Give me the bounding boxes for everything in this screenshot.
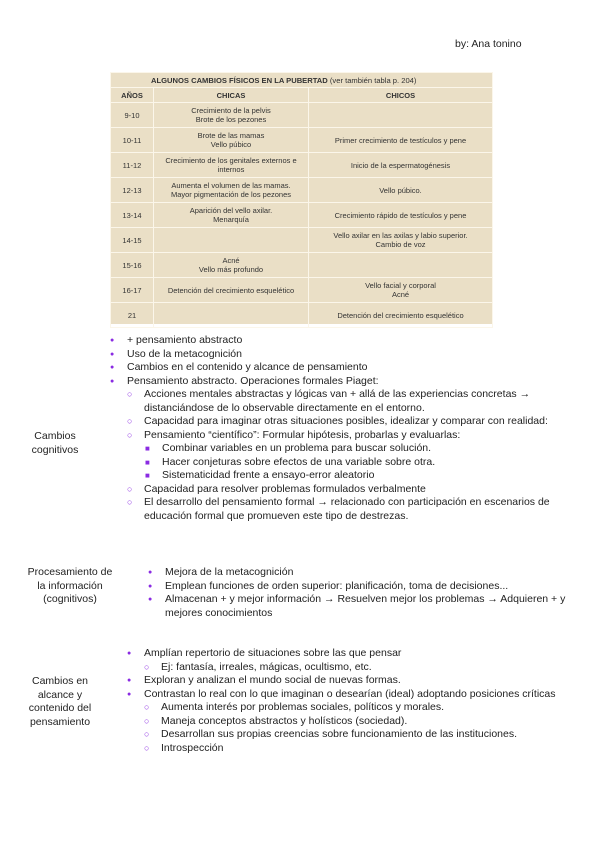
col-header-girls: CHICAS	[154, 88, 309, 103]
table-cell-age: 9-10	[111, 103, 154, 128]
table-cell-boys	[309, 253, 493, 278]
sub-item: ○ Introspección	[144, 742, 557, 756]
table-cell-girls: Acné Vello más profundo	[154, 253, 309, 278]
table-cell-boys: Vello facial y corporal Acné	[309, 278, 493, 303]
sub-item: ○ El desarrollo del pensamiento formal → relacionado con participación en escenarios de educación formal que promueven este tipo de destrezas.	[127, 496, 580, 523]
sub-item: ○ Ej: fantasía, irreales, mágicas, ocultismo, etc.	[144, 661, 557, 675]
cognitive-list	[110, 334, 580, 523]
list-item: ● Cambios en el contenido y alcance de pensamiento	[110, 361, 580, 375]
table-title: ALGUNOS CAMBIOS FÍSICOS EN LA PUBERTAD (ver también tabla p. 204)	[111, 73, 493, 88]
table-cell-boys: Vello púbico.	[309, 178, 493, 203]
col-header-age: AÑOS	[111, 88, 154, 103]
section-label-scope: Cambios en alcance y contenido del pensamiento	[28, 675, 92, 728]
table-cell-age: 14-15	[111, 228, 154, 253]
table-cell-age: 13-14	[111, 203, 154, 228]
table-cell-boys: Inicio de la espermatogénesis	[309, 153, 493, 178]
table-row	[111, 228, 493, 253]
list-item: ● Mejora de la metacognición	[148, 566, 578, 580]
table-cell-girls	[154, 228, 309, 253]
table-cell-girls: Crecimiento de los genitales externos e internos	[154, 153, 309, 178]
sub-item: ○ Pensamiento “científico”: Formular hipótesis, probarlas y evaluarlas:	[127, 429, 580, 443]
table-cell-boys: Vello axilar en las axilas y labio superior. Cambio de voz	[309, 228, 493, 253]
list-item: ● Almacenan + y mejor información → Resuelven mejor los problemas → Adquieren + y mejores conocimientos	[148, 593, 578, 620]
table-row	[111, 153, 493, 178]
author-credit: by: Ana tonino	[455, 38, 522, 50]
list-item: ● Amplían repertorio de situaciones sobre las que pensar	[127, 647, 557, 661]
table-cell-girls: Crecimiento de la pelvis Brote de los pezones	[154, 103, 309, 128]
table-cell-girls: Detención del crecimiento esquelético	[154, 278, 309, 303]
table-cell-girls: Aparición del vello axilar. Menarquía	[154, 203, 309, 228]
list-item: ● Uso de la metacognición	[110, 348, 580, 362]
table-row	[111, 303, 493, 328]
sub-item: ○ Desarrollan sus propias creencias sobre funcionamiento de las instituciones.	[144, 728, 557, 742]
table-cell-age: 16-17	[111, 278, 154, 303]
table-cell-age: 11-12	[111, 153, 154, 178]
table-cell-age: 10-11	[111, 128, 154, 153]
sub-item: ○ Aumenta interés por problemas sociales, políticos y morales.	[144, 701, 557, 715]
table-cell-age: 21	[111, 303, 154, 328]
table-cell-age: 12-13	[111, 178, 154, 203]
table-row	[111, 178, 493, 203]
table-cell-boys: Crecimiento rápido de testículos y pene	[309, 203, 493, 228]
list-item: ● Contrastan lo real con lo que imaginan o desearían (ideal) adoptando posiciones críticas	[127, 688, 557, 702]
table-row	[111, 253, 493, 278]
sub-item: ○ Acciones mentales abstractas y lógicas van + allá de las experiencias concretas → distanciándose de lo observable directamente en el entorno.	[127, 388, 580, 415]
section-label-cognitive: Cambios cognitivos	[31, 430, 79, 456]
table-cell-boys: Detención del crecimiento esquelético	[309, 303, 493, 328]
table-cell-girls	[154, 303, 309, 328]
puberty-table-image	[110, 72, 493, 324]
col-header-boys: CHICOS	[309, 88, 493, 103]
table-cell-boys	[309, 103, 493, 128]
table-cell-girls: Aumenta el volumen de las mamas. Mayor pigmentación de los pezones	[154, 178, 309, 203]
sub-item: ○ Maneja conceptos abstractos y holísticos (sociedad).	[144, 715, 557, 729]
list-item: ● + pensamiento abstracto	[110, 334, 580, 348]
table-row	[111, 128, 493, 153]
section-label-processing: Procesamiento de la información (cognitivos)	[27, 566, 113, 605]
list-item: ● Pensamiento abstracto. Operaciones formales Piaget:	[110, 375, 580, 389]
scope-list	[127, 647, 557, 755]
table-cell-age: 15-16	[111, 253, 154, 278]
sub-sub-item: ■ Hacer conjeturas sobre efectos de una variable sobre otra.	[145, 456, 580, 470]
list-item: ● Emplean funciones de orden superior: planificación, toma de decisiones...	[148, 580, 578, 594]
table-cell-girls: Brote de las mamas Vello púbico	[154, 128, 309, 153]
sub-item: ○ Capacidad para resolver problemas formulados verbalmente	[127, 483, 580, 497]
table-row	[111, 203, 493, 228]
table-row	[111, 278, 493, 303]
puberty-table	[110, 72, 493, 328]
processing-list	[148, 566, 578, 620]
table-cell-boys: Primer crecimiento de testículos y pene	[309, 128, 493, 153]
sub-sub-item: ■ Sistematicidad frente a ensayo-error aleatorio	[145, 469, 580, 483]
list-item: ● Exploran y analizan el mundo social de nuevas formas.	[127, 674, 557, 688]
table-row	[111, 103, 493, 128]
sub-item: ○ Capacidad para imaginar otras situaciones posibles, idealizar y comparar con realidad:	[127, 415, 580, 429]
sub-sub-item: ■ Combinar variables en un problema para buscar solución.	[145, 442, 580, 456]
